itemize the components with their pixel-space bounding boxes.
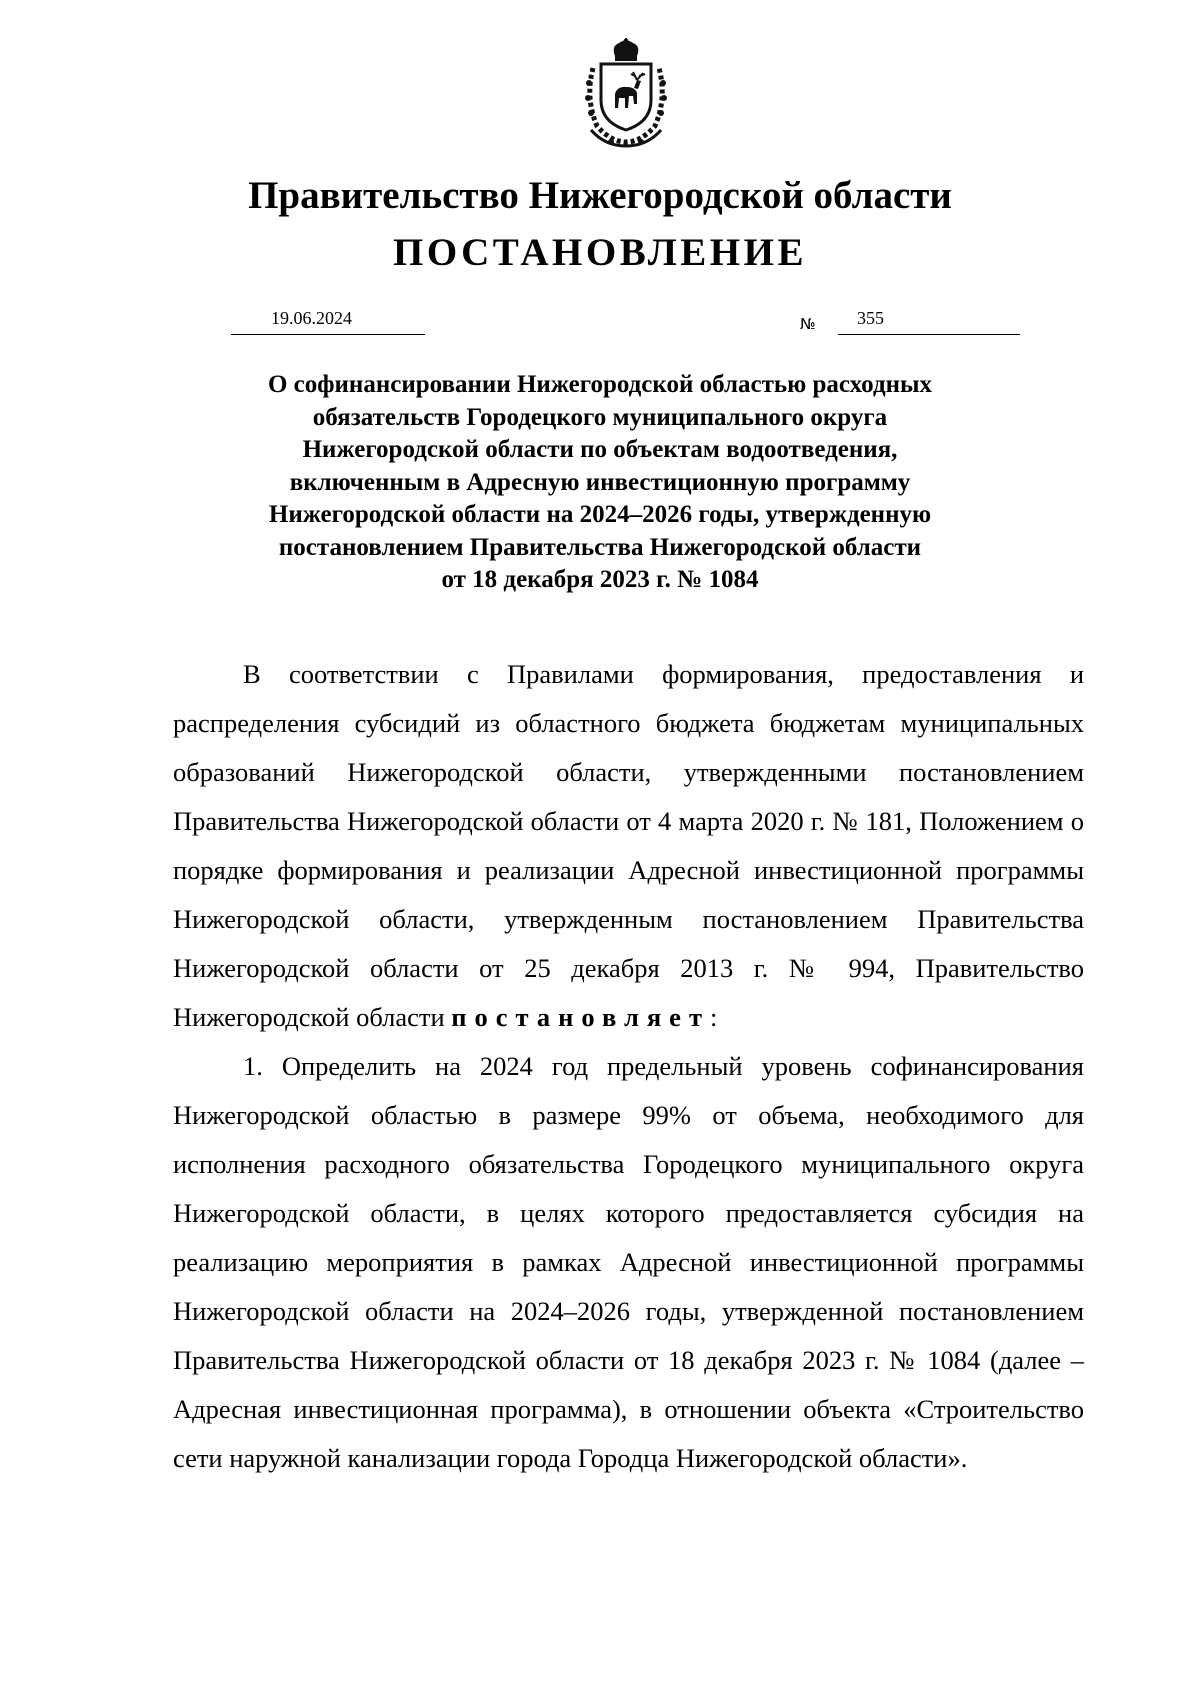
subject-line: включенным в Адресную инвестиционную программу: [289, 468, 911, 496]
subject-line: постановлением Правительства Нижегородской области: [278, 533, 922, 561]
subject-line: от 18 декабря 2023 г. № 1084: [441, 566, 759, 593]
preamble-paragraph: [173, 650, 1084, 1042]
document-body: [173, 650, 1084, 1483]
decree-word: постановляет: [451, 1002, 710, 1032]
subject-line: обязательств Городецкого муниципального округа: [312, 403, 888, 431]
number-field: [838, 306, 1020, 335]
date-value: 19.06.2024: [271, 308, 352, 328]
preamble-text: В соответствии с Правилами формирования, предоставления и распределения субсидий из областного бюджета бюджетам муниципальных образований Нижегородской области, утвержденными постановлением Правительства Нижегородской области от 4 марта 2020 г. № 181, Положением о порядке формирования и реализации Адресной инвестиционной программы Нижегородской области, утвержденным постановлением Правительства Нижегородской области от 25 декабря 2013 г. № 994, Правительство Нижегородской области: [173, 659, 1084, 1032]
organization-title: Правительство Нижегородской области: [248, 174, 952, 217]
document-subject: [180, 369, 1020, 597]
number-value: 355: [857, 308, 884, 328]
subject-line: О софинансировании Нижегородской областью расходных: [267, 371, 933, 398]
subject-line: Нижегородской области по объектам водоотведения,: [302, 436, 898, 463]
number-sign: №: [800, 315, 816, 333]
item-1-paragraph: 1. Определить на 2024 год предельный уровень софинансирования Нижегородской областью в размере 99% от объема, необходимого для исполнения расходного обязательства Городецкого муниципального округа Нижегородской области, в целях которого предоставляется субсидия на реализацию мероприятия в рамках Адресной инвестиционной программы Нижегородской области на 2024–2026 годы, утвержденной постановлением Правительства Нижегородской области от 18 декабря 2023 г. № 1084 (далее – Адресная инвестиционная программа), в отношении объекта «Строительство сети наружной канализации города Городца Нижегородской области».: [173, 1051, 1084, 1473]
coat-of-arms-emblem: [571, 38, 681, 150]
decree-colon: :: [709, 1002, 718, 1032]
document-type-heading: ПОСТАНОВЛЕНИЕ: [392, 231, 807, 274]
date-field: [231, 306, 425, 335]
subject-line: Нижегородской области на 2024–2026 годы, утвержденную: [268, 501, 932, 528]
